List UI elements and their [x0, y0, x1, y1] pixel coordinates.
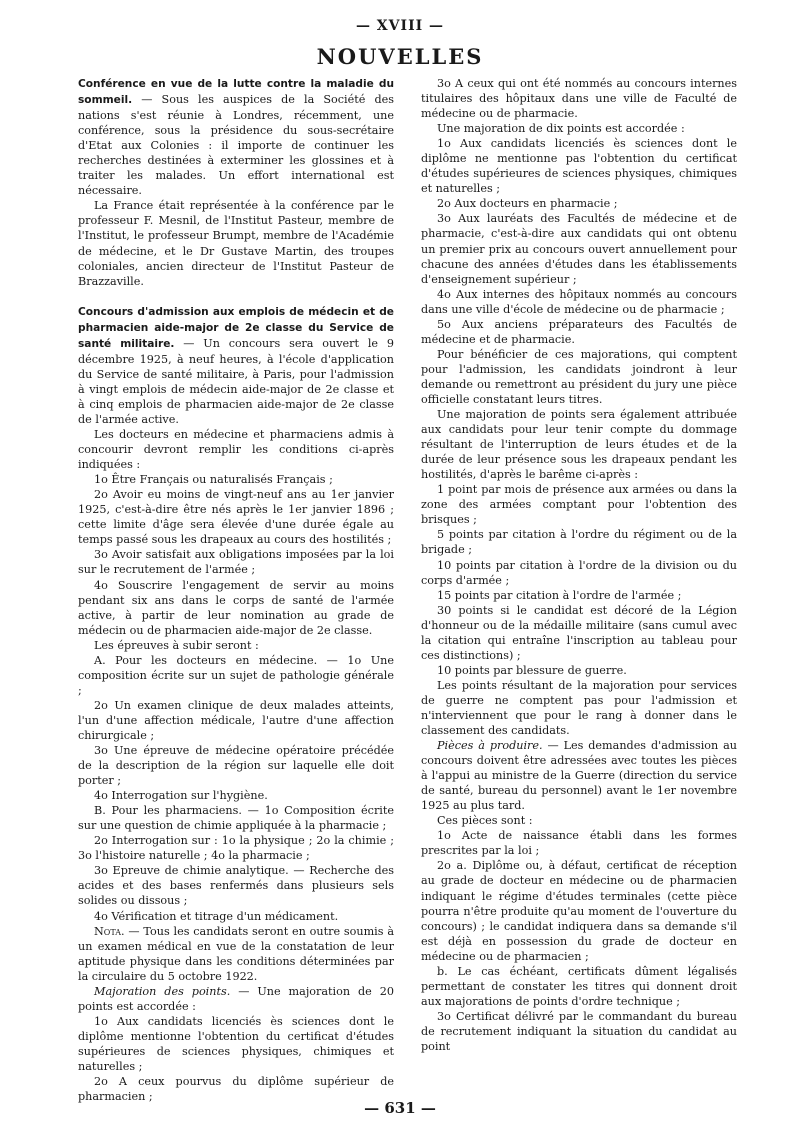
paragraph-text: — Les demandes d'admission au concours doivent être adressées avec toutes les pièces à l'appui au ministre de la Guerre (direction du service de santé, bureau du personnel) avant le 1er novembre 1925 au plus tard. — [421, 739, 737, 813]
list-item: 1o Aux candidats licenciés ès sciences dont le diplôme mentionne l'obtention du certificat d'études supérieures de sciences physiques, chimiques et naturelles ; — [78, 1014, 394, 1073]
paragraph — [78, 304, 394, 427]
paragraph: Pour bénéficier de ces majorations, qui comptent pour l'admission, les candidats joindront à leur demande ou remettront au président du jury une pièce officielle constatant leurs titres. — [421, 347, 737, 406]
paragraph: Les points résultant de la majoration pour services de guerre ne comptent pas pour l'admission et n'interviennent que pour le rang à donner dans le classement des candidats. — [421, 678, 737, 738]
list-item: 3o Une épreuve de médecine opératoire précédée de la description de la région sur laquelle elle doit porter ; — [78, 744, 394, 788]
list-item: b. Le cas échéant, certificats dûment légalisés permettant de constater les titres qui donnent droit aux majorations de points d'ordre technique ; — [421, 964, 737, 1008]
list-item: 1o Aux candidats licenciés ès sciences dont le diplôme ne mentionne pas l'obtention du certificat d'études supérieures de sciences physiques, chimiques et naturelles ; — [421, 137, 737, 196]
paragraph — [421, 738, 737, 813]
list-item: 10 points par citation à l'ordre de la division ou du corps d'armée ; — [421, 558, 737, 587]
list-item: 30 points si le candidat est décoré de la Légion d'honneur ou de la médaille militaire (sans cumul avec la citation qui entraîne l'inscription au tableau pour ces distinctions) ; — [421, 603, 737, 662]
paragraph — [78, 984, 394, 1014]
list-item: B. Pour les pharmaciens. — 1o Composition écrite sur une question de chimie appliquée à la pharmacie ; — [78, 804, 394, 833]
paragraph — [78, 924, 394, 984]
paragraph-text: — Une majoration de 20 points est accordée : — [78, 984, 394, 1013]
list-item: 1o Acte de naissance établi dans les formes prescrites par la loi ; — [421, 829, 737, 858]
paragraph-text: — Un concours sera ouvert le 9 décembre 1925, à neuf heures, à l'école d'application du Service de santé militaire, à Paris, pour l'admission à vingt emplois de médecin aide-major de 2e classe et à cinq emplois de pharmacien aide-major de 2e classe de l'armée active. — [78, 336, 394, 426]
paragraph-text: — Sous les auspices de la Société des nations s'est réunie à Londres, récemment, une conférence, sous la présidence du sous-secrétaire d'Etat aux Colonies : il importe de continuer les recherches destinées à exterminer les glossines et à traiter les malades. Un effort international est nécessaire. — [78, 93, 394, 198]
note-lead: Nota. — [94, 924, 125, 938]
paragraph — [78, 76, 394, 198]
paragraph-text: — Tous les candidats seront en outre soumis à un examen médical en vue de la constatation de leur aptitude physique dans les conditions déterminées par la circulaire du 5 octobre 1922. — [78, 924, 394, 983]
list-item: 3o Certificat délivré par le commandant du bureau de recrutement indiquant la situation du candidat au point — [421, 1009, 737, 1053]
list-item: 3o Avoir satisfait aux obligations imposées par la loi sur le recrutement de l'armée ; — [78, 548, 394, 577]
list-item: 1 point par mois de présence aux armées ou dans la zone des armées comptant pour l'obtention des brisques ; — [421, 483, 737, 527]
right-column — [421, 76, 737, 1054]
list-item: 3o A ceux qui ont été nommés au concours internes titulaires des hôpitaux dans une ville de Faculté de médecine ou de pharmacie. — [421, 77, 737, 121]
paragraph: Ces pièces sont : — [437, 814, 533, 828]
section-heading: Conférence en vue de la lutte contre la maladie du sommeil. — [78, 78, 394, 107]
left-column — [78, 76, 394, 1104]
list-item: 15 points par citation à l'ordre de l'armée ; — [437, 588, 682, 602]
paragraph: Les docteurs en médecine et pharmaciens admis à concourir devront remplir les conditions ci-après indiquées : — [78, 428, 394, 472]
subsection-lead: Majoration des points. — [94, 984, 231, 998]
page-roman-number: — XVIII — — [355, 18, 445, 34]
page-number: — 631 — — [364, 1099, 436, 1117]
list-item: 2o Avoir eu moins de vingt-neuf ans au 1er janvier 1925, c'est-à-dire être nés après le 1er janvier 1896 ; cette limite d'âge sera élevée d'une durée égale au temps passé sous les drapeaux au cours des hostilités ; — [78, 488, 394, 547]
section-heading: Concours d'admission aux emplois de médecin et de pharmacien aide-major de 2e classe du Service de santé militaire. — [78, 305, 394, 350]
list-item: 1o Être Français ou naturalisés Français ; — [94, 473, 333, 487]
list-item: 2o Un examen clinique de deux malades atteints, l'un d'une affection médicale, l'autre d'une affection chirurgicale ; — [78, 698, 394, 742]
list-item: 3o Aux lauréats des Facultés de médecine et de pharmacie, c'est-à-dire aux candidats qui ont obtenu un premier prix au concours ouvert annuellement pour chacune des années d'études dans les établissements d'enseignement supérieur ; — [421, 212, 737, 286]
paragraph: Une majoration de dix points est accordée : — [437, 122, 685, 136]
paragraph: La France était représentée à la conférence par le professeur F. Mesnil, de l'Institut Pasteur, membre de l'Institut, le professeur Brumpt, membre de l'Académie de médecine, et le Dr Gustave Martin, des troupes coloniales, ancien directeur de l'Institut Pasteur de Brazzaville. — [78, 199, 394, 288]
list-item: 4o Interrogation sur l'hygiène. — [94, 789, 268, 803]
list-item: 2o Aux docteurs en pharmacie ; — [437, 197, 618, 211]
list-item: 3o Epreuve de chimie analytique. — Recherche des acides et des bases renfermés dans plusieurs sels solides ou dissous ; — [78, 864, 394, 908]
paragraph: Les épreuves à subir seront : — [94, 638, 259, 652]
subsection-lead: Pièces à produire. — [437, 739, 543, 753]
paragraph: Une majoration de points sera également attribuée aux candidats pour leur tenir compte du dommage résultant de l'interruption de leurs études et de la durée de leur présence sous les drapeaux pendant les hostilités, d'après le barême ci-après : — [421, 408, 737, 482]
list-item: 4o Vérification et titrage d'un médicament. — [94, 909, 339, 923]
list-item: 2o a. Diplôme ou, à défaut, certificat de réception au grade de docteur en médecine ou de pharmacien indiquant le régime d'études terminales (cette pièce pourra n'être produite qu'au moment de l'ouverture du concours) ; le candidat indiquera dans sa demande s'il est déjà en possession du grade de docteur en médecine ou de pharmacien ; — [421, 859, 737, 963]
page-title: NOUVELLES — [316, 44, 484, 69]
list-item: 4o Aux internes des hôpitaux nommés au concours dans une ville d'école de médecine ou de pharmacie ; — [421, 287, 737, 316]
list-item: A. Pour les docteurs en médecine. — 1o Une composition écrite sur un sujet de pathologie générale ; — [78, 653, 394, 697]
list-item: 2o A ceux pourvus du diplôme supérieur de pharmacien ; — [78, 1075, 394, 1104]
list-item: 4o Souscrire l'engagement de servir au moins pendant six ans dans le corps de santé de l'armée active, à partir de leur nomination au grade de médecin ou de pharmacien aide-major de 2e classe. — [78, 578, 394, 637]
list-item: 5o Aux anciens préparateurs des Facultés de médecine et de pharmacie. — [421, 317, 737, 346]
list-item: 5 points par citation à l'ordre du régiment ou de la brigade ; — [421, 528, 737, 557]
list-item: 10 points par blessure de guerre. — [437, 663, 627, 677]
list-item: 2o Interrogation sur : 1o la physique ; 2o la chimie ; 3o l'histoire naturelle ; 4o la pharmacie ; — [78, 834, 394, 863]
